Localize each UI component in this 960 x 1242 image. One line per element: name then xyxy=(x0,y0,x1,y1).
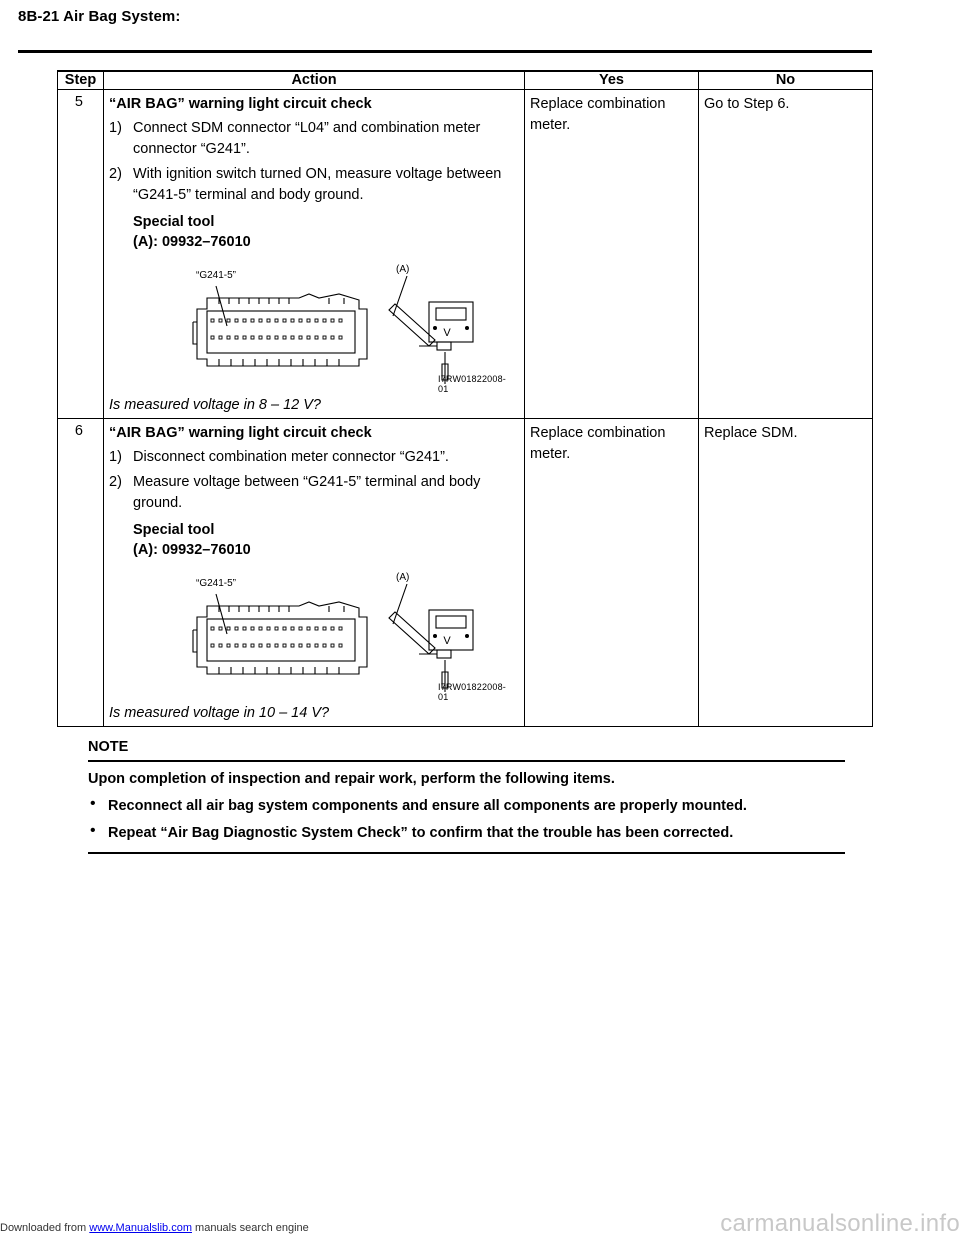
diagnostic-table xyxy=(57,70,873,727)
connector-voltmeter-diagram xyxy=(179,572,509,702)
watermark: carmanualsonline.info xyxy=(720,1210,960,1237)
yes-result: Replace combination meter. xyxy=(525,89,699,418)
footer-prefix: Downloaded from xyxy=(0,1222,90,1234)
meter-symbol: V xyxy=(443,326,451,339)
list-item xyxy=(109,118,520,160)
list-number: 1) xyxy=(109,448,122,465)
table-row-step-5 xyxy=(58,89,873,418)
list-number: 2) xyxy=(109,473,122,490)
note-title: NOTE xyxy=(88,738,845,762)
step-number: 5 xyxy=(58,89,104,418)
list-item xyxy=(109,472,520,514)
yes-result: Replace combination meter. xyxy=(525,418,699,726)
note-bullet-text: Repeat “Air Bag Diagnostic System Check” to confirm that the trouble has been corrected. xyxy=(108,825,734,841)
action-title: “AIR BAG” warning light circuit check xyxy=(109,95,372,112)
special-tool xyxy=(133,520,520,560)
list-text: Measure voltage between “G241-5” terminal and body ground. xyxy=(133,473,481,511)
column-header-no: No xyxy=(699,71,873,89)
list-item xyxy=(109,447,520,468)
figure-id: I7RW01822008-01 xyxy=(438,373,506,394)
special-tool-value: (A): 09932–76010 xyxy=(133,541,251,558)
note-intro: Upon completion of inspection and repair work, perform the following items. xyxy=(88,771,615,787)
table-header-row xyxy=(58,71,873,89)
connector-terminal-label: “G241-5” xyxy=(196,577,237,589)
note-bullet xyxy=(88,795,845,815)
step-number: 6 xyxy=(58,418,104,726)
bullet-marker: • xyxy=(90,795,96,812)
note-box xyxy=(88,738,845,854)
column-header-action: Action xyxy=(104,71,525,89)
manualslib-link[interactable]: www.Manualslib.com xyxy=(89,1222,192,1234)
list-text: Disconnect combination meter connector “G241”. xyxy=(133,448,449,465)
special-tool-label: Special tool xyxy=(133,213,215,230)
figure-id: I7RW01822008-01 xyxy=(438,681,506,702)
action-cell xyxy=(104,418,525,726)
note-bullet xyxy=(88,822,845,842)
list-number: 2) xyxy=(109,165,122,182)
column-header-yes: Yes xyxy=(525,71,699,89)
special-tool xyxy=(133,212,520,252)
list-item xyxy=(109,164,520,206)
page-header xyxy=(18,6,872,53)
special-tool-callout: (A) xyxy=(396,263,410,275)
table-row-step-6 xyxy=(58,418,873,726)
check-question: Is measured voltage in 8 – 12 V? xyxy=(109,396,321,413)
footer-suffix: manuals search engine xyxy=(191,1222,309,1234)
note-bullet-text: Reconnect all air bag system components and ensure all components are properly mounted. xyxy=(108,798,747,814)
list-text: With ignition switch turned ON, measure voltage between “G241-5” terminal and body ground. xyxy=(133,165,502,203)
connector-terminal-label: “G241-5” xyxy=(196,269,237,281)
bullet-marker: • xyxy=(90,822,96,839)
special-tool-value: (A): 09932–76010 xyxy=(133,233,251,250)
connector-voltmeter-diagram xyxy=(179,264,509,394)
special-tool-label: Special tool xyxy=(133,521,215,538)
no-result: Go to Step 6. xyxy=(699,89,873,418)
meter-symbol: V xyxy=(443,634,451,647)
action-title: “AIR BAG” warning light circuit check xyxy=(109,424,372,441)
check-question: Is measured voltage in 10 – 14 V? xyxy=(109,704,330,721)
list-number: 1) xyxy=(109,119,122,136)
list-text: Connect SDM connector “L04” and combination meter connector “G241”. xyxy=(133,119,481,157)
no-result: Replace SDM. xyxy=(699,418,873,726)
action-cell xyxy=(104,89,525,418)
note-body xyxy=(88,762,845,854)
download-footer xyxy=(0,1222,309,1234)
page-title: 8B-21 Air Bag System: xyxy=(18,8,181,25)
column-header-step: Step xyxy=(58,71,104,89)
special-tool-callout: (A) xyxy=(396,571,410,583)
